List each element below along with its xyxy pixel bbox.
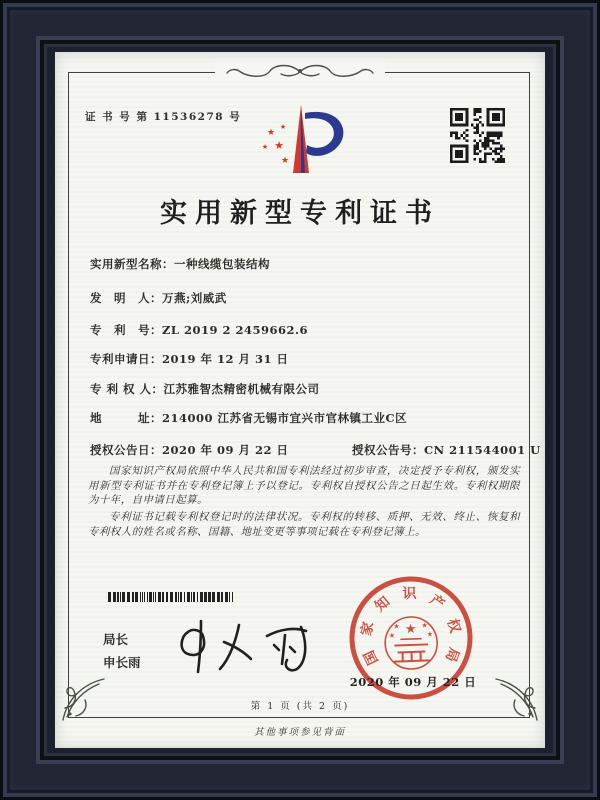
national-emblem-icon (384, 616, 438, 670)
legal-paragraph-1: 国家知识产权局依照中华人民共和国专利法经过初步审查，决定授予专利权，颁发实用新型专利证书并在专利登记簿上予以登记。专利权自授权公告之日起生效。专利权期限为十年，自申请日起算。 (88, 465, 520, 506)
seal-date: 2020 年 09 月 22 日 (349, 675, 477, 689)
qr-code (450, 108, 505, 163)
signer-name: 申长雨 (103, 655, 141, 670)
cnipa-logo-icon (255, 103, 355, 175)
field-utility-model-name: 实用新型名称：一种线缆包装结构 (90, 257, 270, 271)
svg-text:★: ★ (261, 143, 269, 151)
legal-paragraph-2: 专利证书记载专利权登记时的法律状况。专利权的转移、质押、无效、终止、恢复和专利权人的姓名或名称、国籍、地址变更等事项记载在专利登记簿上。 (88, 511, 520, 538)
signer-block (103, 628, 141, 674)
svg-text:★: ★ (426, 630, 434, 639)
svg-text:识: 识 (402, 585, 417, 603)
svg-text:★: ★ (279, 123, 287, 131)
field-application-date: 专利申请日：2019 年 12 月 31 日 (90, 352, 289, 366)
signature-shen-changyu (173, 618, 323, 676)
svg-text:产: 产 (426, 591, 448, 613)
svg-text:知: 知 (372, 593, 394, 615)
svg-text:★: ★ (388, 631, 396, 640)
signer-title: 局长 (103, 632, 129, 647)
field-address: 地 址：214000 江苏省无锡市宜兴市官林镇工业C区 (90, 411, 408, 425)
certificate-number: 证 书 号 第 11536278 号 (85, 111, 242, 123)
certificate-title: 实用新型专利证书 (160, 198, 440, 229)
svg-text:国: 国 (361, 647, 382, 668)
grant-number: 授权公告号：CN 211544001 U (352, 443, 541, 457)
svg-text:★: ★ (274, 139, 284, 152)
flourish-ornament-top (215, 62, 385, 82)
svg-text:★: ★ (393, 622, 400, 631)
svg-text:★: ★ (280, 156, 290, 166)
svg-text:★: ★ (266, 128, 276, 138)
field-patent-number: 专 利 号：ZL 2019 2 2459662.6 (90, 323, 309, 337)
svg-text:家: 家 (358, 620, 378, 638)
svg-text:★: ★ (404, 621, 417, 638)
grant-date: 授权公告日：2020 年 09 月 22 日 (90, 443, 289, 457)
svg-text:局: 局 (441, 644, 462, 664)
barcode (108, 592, 233, 602)
svg-text:权: 权 (443, 616, 463, 635)
certificate-paper (55, 52, 545, 748)
page-number: 第 1 页 (共 2 页) (250, 701, 350, 712)
field-inventors: 发 明 人：万燕;刘威武 (90, 291, 227, 305)
back-side-note: 其他事项参见背面 (253, 727, 346, 738)
field-patentee: 专 利 权 人：江苏雅智杰精密机械有限公司 (90, 382, 320, 396)
svg-text:★: ★ (421, 621, 428, 630)
field-grant-info (90, 442, 541, 458)
